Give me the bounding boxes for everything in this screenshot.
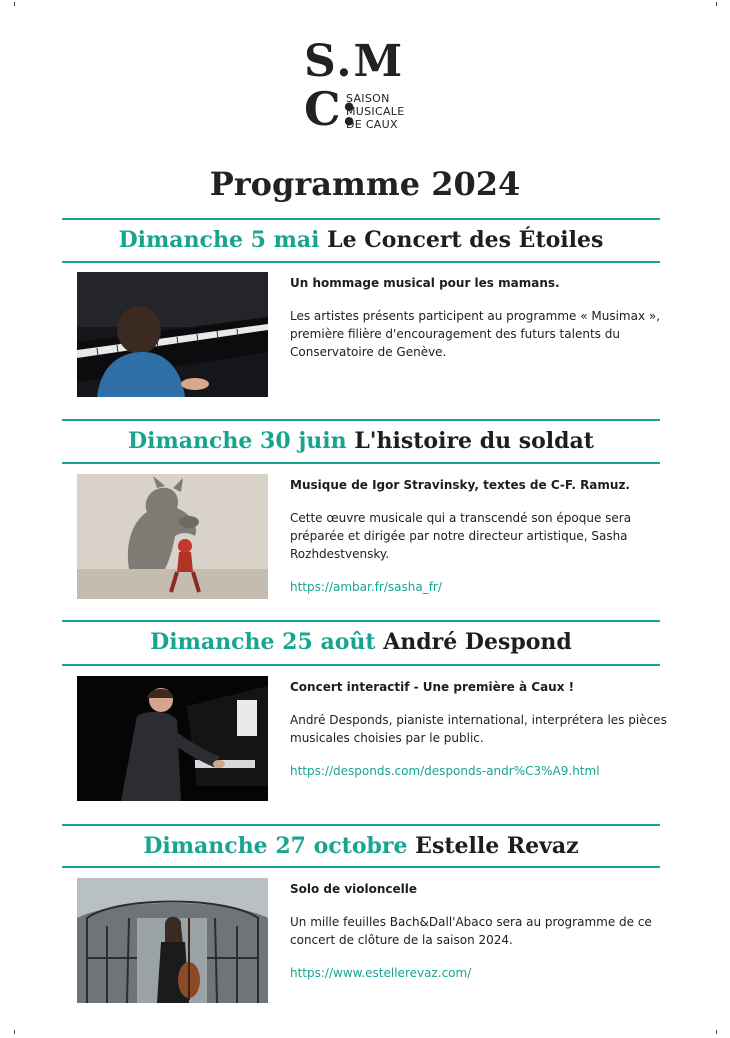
event-body: Cette œuvre musicale qui a transcendé son époque sera préparée et dirigée par notre directeur artistique, Sasha Rozhdestvensky. [290, 511, 632, 561]
event-body: Un mille feuilles Bach&Dall'Abaco sera au programme de ce concert de clôture de la saison 2024. [290, 915, 652, 947]
event-date: Dimanche 27 octobre [143, 833, 408, 859]
page-title: Programme 2024 [209, 165, 521, 203]
logo-line: DE CAUX [346, 118, 398, 131]
event-name: Estelle Revaz [415, 833, 579, 859]
section-rule [62, 664, 660, 666]
crop-mark [14, 1030, 15, 1034]
event-name: Le Concert des Étoiles [327, 227, 604, 253]
event-description [290, 476, 670, 596]
event-lead: Un hommage musical pour les mamans. [290, 276, 560, 290]
smc-logo [304, 36, 434, 140]
event-lead: Solo de violoncelle [290, 882, 418, 896]
logo-line: MUSICALE [346, 105, 405, 118]
event-description [290, 678, 670, 780]
event-lead: Concert interactif - Une première à Caux ! [290, 680, 575, 694]
crop-mark [716, 1030, 717, 1034]
event-link[interactable]: https://desponds.com/desponds-andr%C3%A9.html [290, 764, 600, 778]
logo-monogram-top: S.M [304, 36, 405, 87]
logo-wordmark [346, 92, 404, 131]
event-body: Les artistes présents participent au programme « Musimax », première filière d'encouragement des futurs talents du Conservatoire de Genève. [290, 309, 661, 359]
crop-mark [716, 2, 717, 6]
event-heading [62, 220, 660, 260]
event-date: Dimanche 25 août [150, 629, 376, 655]
event-heading [62, 622, 660, 662]
section-rule [62, 462, 660, 464]
event-name: André Despond [383, 629, 572, 655]
event-lead: Musique de Igor Stravinsky, textes de C-F. Ramuz. [290, 478, 630, 492]
crop-mark [14, 2, 15, 6]
event-heading [62, 826, 660, 866]
event-link[interactable]: https://www.estellerevaz.com/ [290, 966, 472, 980]
event-heading [62, 421, 660, 461]
event-date: Dimanche 30 juin [128, 428, 347, 454]
logo-line: SAISON [346, 92, 390, 105]
event-description [290, 274, 670, 376]
event-date: Dimanche 5 mai [118, 227, 320, 253]
event-photo-cellist [77, 878, 268, 1003]
section-rule [62, 866, 660, 868]
event-photo-despond-piano [77, 676, 268, 801]
event-body: André Desponds, pianiste international, interprétera les pièces musicales choisies par le public. [290, 713, 667, 745]
event-photo-pianist [77, 272, 268, 397]
event-name: L'histoire du soldat [354, 428, 594, 454]
section-rule [62, 261, 660, 263]
event-link[interactable]: https://ambar.fr/sasha_fr/ [290, 580, 442, 594]
logo-monogram-bottom: C: [304, 82, 358, 136]
event-description [290, 880, 670, 982]
event-photo-soldier-shadow [77, 474, 268, 599]
